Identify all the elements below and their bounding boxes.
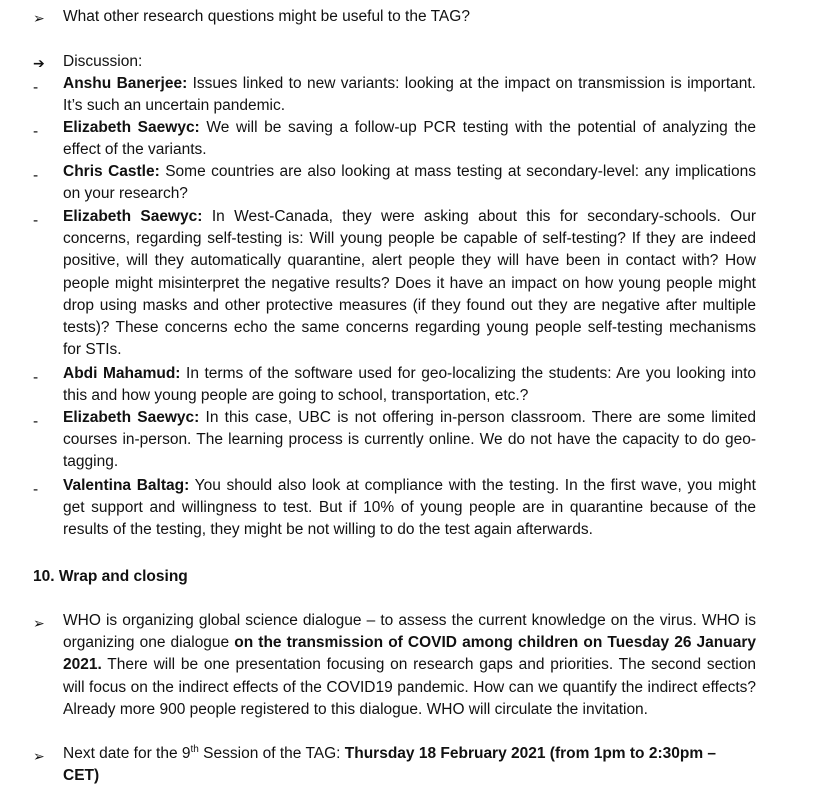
dash-bullet: - — [33, 79, 39, 96]
discussion-item — [63, 206, 756, 361]
statement-text: We will be saving a follow-up PCR testing with the potential of analyzing the effect of the variants. — [63, 119, 756, 159]
discussion-item — [63, 363, 756, 407]
discussion-item — [63, 407, 756, 474]
arrow-bullet-icon: ➢ — [33, 615, 45, 631]
speaker-name: Elizabeth Saewyc: — [63, 208, 203, 225]
research-question: What other research questions might be useful to the TAG? — [63, 8, 470, 25]
dash-bullet: - — [33, 123, 39, 140]
dash-bullet: - — [33, 481, 39, 498]
right-arrow-bullet-icon: ➔ — [33, 55, 45, 71]
statement-text: You should also look at compliance with the testing. In the first wave, you might get support and willingness to test. But if 10% of young people are in quarantine because of the results of the testing, they might be not willing to do the test again afterwards. — [63, 477, 756, 539]
wrap-text-bold: on the transmission of COVID among children on Tuesday 26 January 2021. — [63, 634, 756, 674]
next-text-pre: Next date for the 9 — [63, 745, 191, 762]
discussion-label: Discussion: — [63, 53, 143, 70]
arrow-bullet-icon: ➢ — [33, 10, 45, 26]
speaker-name: Anshu Banerjee: — [63, 75, 188, 92]
dash-bullet: - — [33, 369, 39, 386]
speaker-name: Elizabeth Saewyc: — [63, 119, 200, 136]
wrap-text-rest: There will be one presentation focusing on research gaps and priorities. The second section will focus on the indirect effects of the COVID19 pandemic. How can we quantify the indirect effects? Already more 900 people registered to this dialogue. WHO will circulate the invitation. — [63, 656, 756, 718]
statement-text: Issues linked to new variants: looking at the impact on transmission is important. It’s such an uncertain pandemic. — [63, 75, 756, 115]
statement-text: In this case, UBC is not offering in-person classroom. There are some limited courses in-person. The learning process is currently online. We do not have the capacity to do geo-tagging. — [63, 409, 756, 471]
next-date-bold: Thursday 18 February 2021 (from 1pm to 2:30pm – CET) — [63, 745, 717, 785]
next-text-mid: Session of the TAG: — [198, 745, 345, 762]
dash-bullet: - — [33, 413, 39, 430]
statement-text: In terms of the software used for geo-localizing the students: Are you looking into this and how young people are going to school, transportation, etc.? — [63, 365, 757, 405]
next-session-line — [63, 743, 756, 787]
statement-text: In West-Canada, they were asking about this for secondary-schools. Our concerns, regarding self-testing is: Will young people be capable of self-testing? If they are indeed positive, will they automatically quarantine, alert people they will have been in contact with? How people might misinterpret the negative results? Does it have an impact on how young people might drop using masks and other protective measures (if they found out they are negative after multiple tests)? These concerns echo the same concerns regarding young people self-testing mechanisms for STIs. — [63, 208, 756, 359]
discussion-item — [63, 475, 756, 542]
wrap-text-intro: WHO is organizing global science dialogue – to assess the current knowledge on the virus. WHO is organizing one dialogue — [63, 612, 756, 652]
statement-text: Some countries are also looking at mass testing at secondary-level: any implications on your research? — [63, 163, 756, 203]
ordinal-suffix: th — [190, 743, 199, 755]
section-heading: 10. Wrap and closing — [33, 568, 188, 585]
discussion-item — [63, 117, 756, 161]
speaker-name: Elizabeth Saewyc: — [63, 409, 200, 426]
discussion-item — [63, 73, 756, 117]
dash-bullet: - — [33, 167, 39, 184]
arrow-bullet-icon: ➢ — [33, 748, 45, 764]
speaker-name: Valentina Baltag: — [63, 477, 190, 494]
speaker-name: Chris Castle: — [63, 163, 160, 180]
speaker-name: Abdi Mahamud: — [63, 365, 181, 382]
discussion-item — [63, 161, 756, 205]
wrap-paragraph — [63, 610, 756, 721]
dash-bullet: - — [33, 212, 39, 229]
